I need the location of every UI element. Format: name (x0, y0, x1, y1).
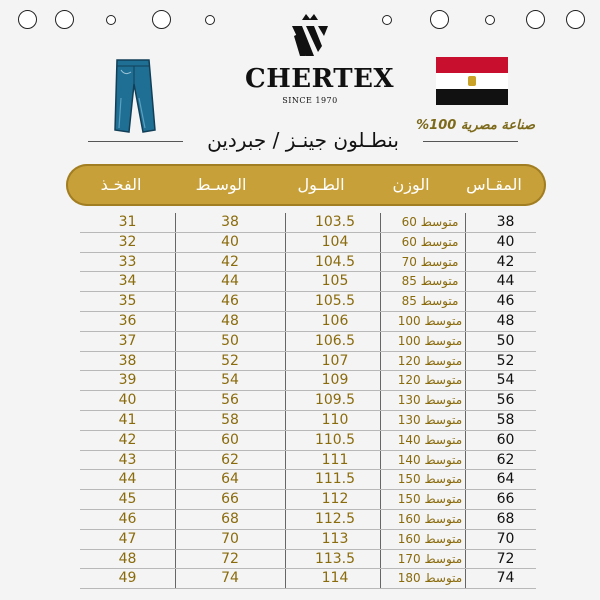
cell-thigh: 46 (118, 510, 137, 527)
cell-size: 50 (496, 332, 515, 349)
cell-thigh: 45 (118, 491, 137, 508)
table-row (80, 233, 536, 253)
cell-weight: متوسط 140 (397, 432, 463, 447)
cell-length: 105 (321, 273, 349, 290)
cell-thigh: 41 (118, 411, 137, 428)
table-row (80, 530, 536, 550)
cell-length: 107 (321, 352, 349, 369)
cell-size: 56 (496, 392, 515, 409)
cell-waist: 40 (221, 233, 239, 250)
cell-thigh: 40 (118, 392, 137, 409)
cell-length: 104.5 (314, 253, 356, 270)
cell-length: 106 (321, 312, 349, 329)
cell-length: 105.5 (314, 293, 356, 310)
cell-length: 111 (321, 451, 349, 468)
cell-size: 38 (496, 214, 515, 230)
cell-thigh: 31 (118, 214, 137, 230)
hole-icon (152, 10, 171, 29)
cell-thigh: 43 (118, 451, 137, 468)
header-length: الطـول (297, 175, 345, 194)
page-title: بنطـلون جينـز / جبردين (207, 128, 399, 152)
cell-thigh: 35 (118, 293, 137, 310)
cell-waist: 72 (221, 550, 239, 567)
cell-size: 62 (496, 451, 515, 468)
cell-waist: 44 (221, 273, 239, 290)
hole-icon (18, 10, 37, 29)
table-row (80, 569, 536, 589)
cell-weight: متوسط 150 (397, 492, 463, 507)
cell-size: 42 (496, 253, 515, 270)
title-area (88, 128, 518, 158)
cell-weight: متوسط 130 (397, 393, 463, 408)
cell-size: 54 (496, 372, 515, 389)
cell-weight: متوسط 70 (401, 254, 459, 269)
header-waist: الوسـط (195, 175, 247, 194)
cell-length: 112 (321, 491, 349, 508)
hole-icon (205, 15, 215, 25)
table-row (80, 213, 536, 233)
hole-icon (485, 15, 495, 25)
cell-waist: 38 (221, 214, 239, 230)
cell-thigh: 44 (118, 471, 137, 488)
cell-size: 66 (496, 491, 515, 508)
cell-weight: متوسط 170 (397, 551, 463, 566)
cell-weight: متوسط 150 (397, 472, 463, 487)
cell-length: 110.5 (314, 431, 356, 448)
cell-size: 44 (496, 273, 515, 290)
cell-length: 112.5 (314, 510, 356, 527)
cell-size: 52 (496, 352, 515, 369)
cell-length: 109 (321, 372, 349, 389)
jeans-icon (103, 58, 159, 134)
cell-size: 64 (496, 471, 515, 488)
cell-thigh: 36 (118, 312, 137, 329)
header-thigh: الفخـذ (100, 175, 142, 194)
cell-size: 58 (496, 411, 515, 428)
cell-waist: 68 (221, 510, 239, 527)
cell-waist: 48 (221, 312, 239, 329)
table-row (80, 550, 536, 570)
cell-thigh: 34 (118, 273, 137, 290)
cell-length: 106.5 (314, 332, 356, 349)
table-row (80, 332, 536, 352)
cell-weight: متوسط 60 (401, 215, 459, 229)
cell-length: 109.5 (314, 392, 356, 409)
cell-length: 113.5 (314, 550, 356, 567)
egypt-flag-icon (436, 57, 508, 105)
cell-thigh: 33 (118, 253, 137, 270)
table-row (80, 490, 536, 510)
cell-thigh: 37 (118, 332, 137, 349)
cell-weight: متوسط 130 (397, 412, 463, 427)
cell-thigh: 48 (118, 550, 137, 567)
table-header (66, 164, 546, 206)
table-row (80, 312, 536, 332)
cell-size: 70 (496, 530, 515, 547)
cell-waist: 56 (221, 392, 239, 409)
hole-icon (526, 10, 545, 29)
table-row (80, 371, 536, 391)
size-table (80, 213, 536, 589)
cell-weight: متوسط 180 (397, 571, 463, 586)
table-row (80, 272, 536, 292)
table-row (80, 431, 536, 451)
made-in-egypt-label: صناعة مصرية 100% (416, 118, 535, 133)
cell-length: 104 (321, 233, 349, 250)
cell-waist: 70 (221, 530, 239, 547)
cell-waist: 62 (221, 451, 239, 468)
cell-length: 111.5 (314, 471, 356, 488)
cell-size: 74 (496, 570, 515, 587)
table-row (80, 411, 536, 431)
cell-weight: متوسط 120 (397, 373, 463, 388)
cell-weight: متوسط 160 (397, 511, 463, 526)
cell-weight: متوسط 100 (397, 313, 463, 328)
cell-waist: 46 (221, 293, 239, 310)
hole-icon (106, 15, 116, 25)
brand-since: SINCE 1970 (282, 96, 338, 105)
cell-thigh: 39 (118, 372, 137, 389)
cell-thigh: 49 (118, 570, 137, 587)
cell-waist: 64 (221, 471, 239, 488)
cell-waist: 66 (221, 491, 239, 508)
cell-waist: 60 (221, 431, 239, 448)
cell-length: 103.5 (314, 214, 356, 230)
cell-size: 48 (496, 312, 515, 329)
cell-thigh: 38 (118, 352, 137, 369)
table-row (80, 451, 536, 471)
cell-size: 68 (496, 510, 515, 527)
cell-size: 60 (496, 431, 515, 448)
brand-name: CHERTEX (245, 64, 395, 94)
cell-length: 113 (321, 530, 349, 547)
table-row (80, 292, 536, 312)
cell-size: 40 (496, 233, 515, 250)
table-row (80, 510, 536, 530)
table-row (80, 253, 536, 273)
brand-logo (245, 12, 395, 105)
header-size: المقـاس (466, 175, 522, 194)
table-row (80, 470, 536, 490)
cell-weight: متوسط 160 (397, 531, 463, 546)
hole-icon (382, 15, 392, 25)
table-row (80, 391, 536, 411)
cell-weight: متوسط 100 (397, 333, 463, 348)
cell-thigh: 47 (118, 530, 137, 547)
cell-weight: متوسط 120 (397, 353, 463, 368)
cell-size: 46 (496, 293, 515, 310)
cell-thigh: 32 (118, 233, 137, 250)
cell-waist: 52 (221, 352, 239, 369)
cell-weight: متوسط 85 (401, 274, 459, 289)
cell-thigh: 42 (118, 431, 137, 448)
cell-weight: متوسط 140 (397, 452, 463, 467)
cell-waist: 58 (221, 411, 239, 428)
cell-waist: 42 (221, 253, 239, 270)
cell-weight: متوسط 60 (401, 234, 459, 249)
cell-length: 114 (321, 570, 349, 587)
cell-waist: 74 (221, 570, 239, 587)
hole-icon (566, 10, 585, 29)
cell-waist: 54 (221, 372, 239, 389)
table-row (80, 352, 536, 372)
title-divider-left (88, 141, 183, 142)
cell-size: 72 (496, 550, 515, 567)
cell-length: 110 (321, 411, 349, 428)
hole-icon (430, 10, 449, 29)
hole-icon (55, 10, 74, 29)
crown-monogram-icon (288, 12, 332, 62)
cell-waist: 50 (221, 332, 239, 349)
title-divider-right (423, 141, 518, 142)
header-weight: الوزن (392, 175, 430, 194)
cell-weight: متوسط 85 (401, 294, 459, 309)
